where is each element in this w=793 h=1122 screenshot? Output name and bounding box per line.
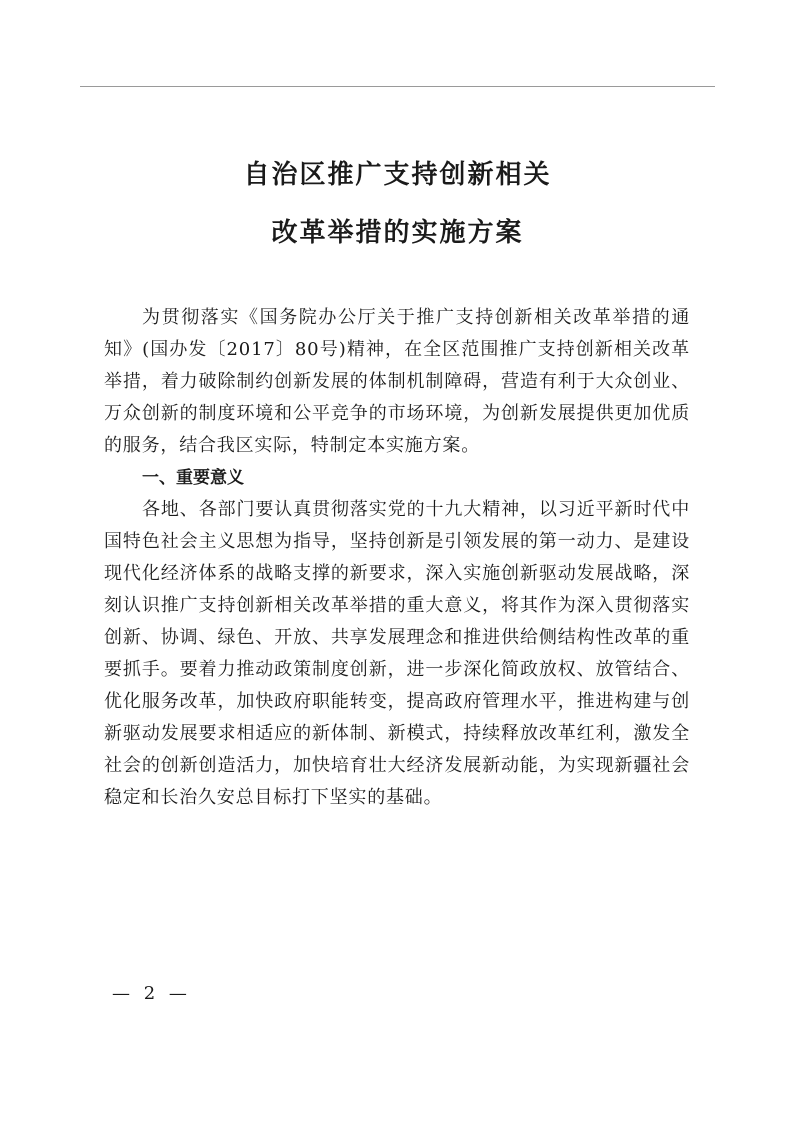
section-heading: 一、重要意义: [142, 468, 244, 488]
title-line-2: 改革举措的实施方案: [271, 218, 524, 248]
document-body: [104, 302, 690, 814]
section-paragraph: 各地、各部门要认真贯彻落实党的十九大精神，以习近平新时代中国特色社会主义思想为指导，坚持创新是引领发展的第一动力、是建设现代化经济体系的战略支撑的新要求，深入实施创新驱动发展战略，深刻认识推广支持创新相关改革举措的重大意义，将其作为深入贯彻落实创新、协调、绿色、开放、共享发展理念和推进供给侧结构性改革的重要抓手。要着力推动政策制度创新，进一步深化简政放权、放管结合、优化服务改革，加快政府职能转变，提高政府管理水平，推进构建与创新驱动发展要求相适应的新体制、新模式，持续释放改革红利，激发全社会的创新创造活力，加快培育壮大经济发展新动能，为实现新疆社会稳定和长治久安总目标打下坚实的基础。: [104, 499, 690, 808]
intro-paragraph: 为贯彻落实《国务院办公厅关于推广支持创新相关改革举措的通知》(国办发〔2017〕80号)精神，在全区范围推广支持创新相关改革举措，着力破除制约创新发展的体制机制障碍，营造有利于大众创业、万众创新的制度环境和公平竞争的市场环境，为创新发展提供更加优质的服务，结合我区实际，特制定本实施方案。: [104, 307, 690, 456]
header-rule: [80, 86, 715, 87]
title-line-1: 自治区推广支持创新相关: [243, 160, 552, 190]
document-title: [80, 160, 715, 248]
page-number: — 2 —: [112, 983, 191, 1004]
